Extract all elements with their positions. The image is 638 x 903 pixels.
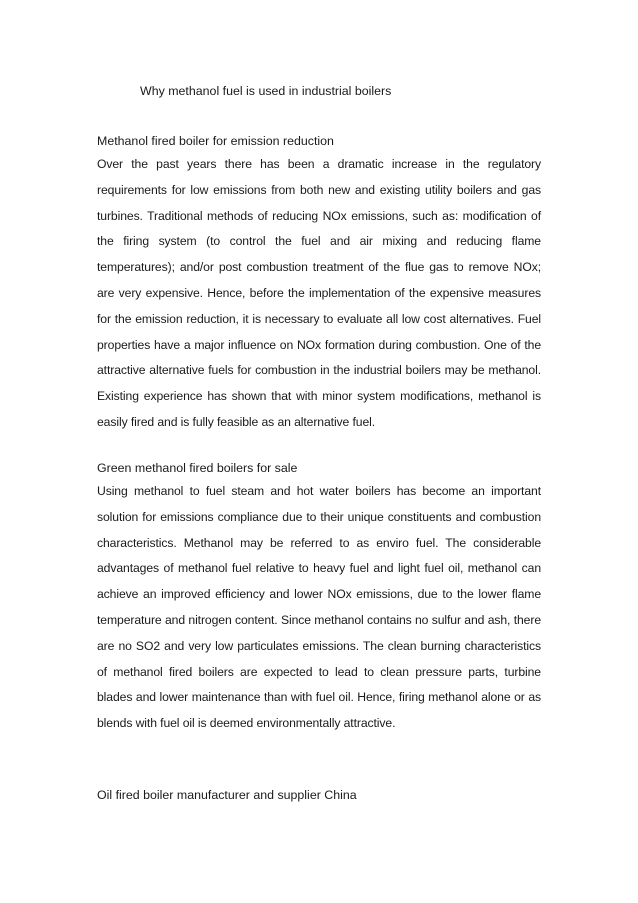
section-heading-green-methanol: Green methanol fired boilers for sale bbox=[97, 461, 298, 475]
document-title: Why methanol fuel is used in industrial boilers bbox=[140, 84, 392, 98]
section-heading-emission-reduction: Methanol fired boiler for emission reduction bbox=[97, 134, 334, 148]
section-body-emission-reduction: Over the past years there has been a dramatic increase in the regulatory requirements for low emissions from both new and existing utility boilers and gas turbines. Traditional methods of reducing NOx emissions, such as: modification of the firing system (to control the fuel and air mixing and reducing flame temperatures); and/or post combustion treatment of the flue gas to remove NOx; are very expensive. Hence, before the implementation of the expensive measures for the emission reduction, it is necessary to evaluate all low cost alternatives. Fuel properties have a major influence on NOx formation during combustion. One of the attractive alternative fuels for combustion in the industrial boilers may be methanol. Existing experience has shown that with minor system modifications, methanol is easily fired and is fully feasible as an alternative fuel. bbox=[97, 157, 541, 429]
section-body-green-methanol: Using methanol to fuel steam and hot water boilers has become an important solution for emissions compliance due to their unique constituents and combustion characteristics. Methanol may be referred to as enviro fuel. The considerable advantages of methanol fuel relative to heavy fuel and light fuel oil, methanol can achieve an improved efficiency and lower NOx emissions, due to the lower flame temperature and nitrogen content. Since methanol contains no sulfur and ash, there are no SO2 and very low particulates emissions. The clean burning characteristics of methanol fired boilers are expected to lead to clean pressure parts, turbine blades and lower maintenance than with fuel oil. Hence, firing methanol alone or as blends with fuel oil is deemed environmentally attractive. bbox=[97, 484, 541, 731]
section-heading-oil-fired-boiler: Oil fired boiler manufacturer and supplier China bbox=[97, 788, 357, 802]
